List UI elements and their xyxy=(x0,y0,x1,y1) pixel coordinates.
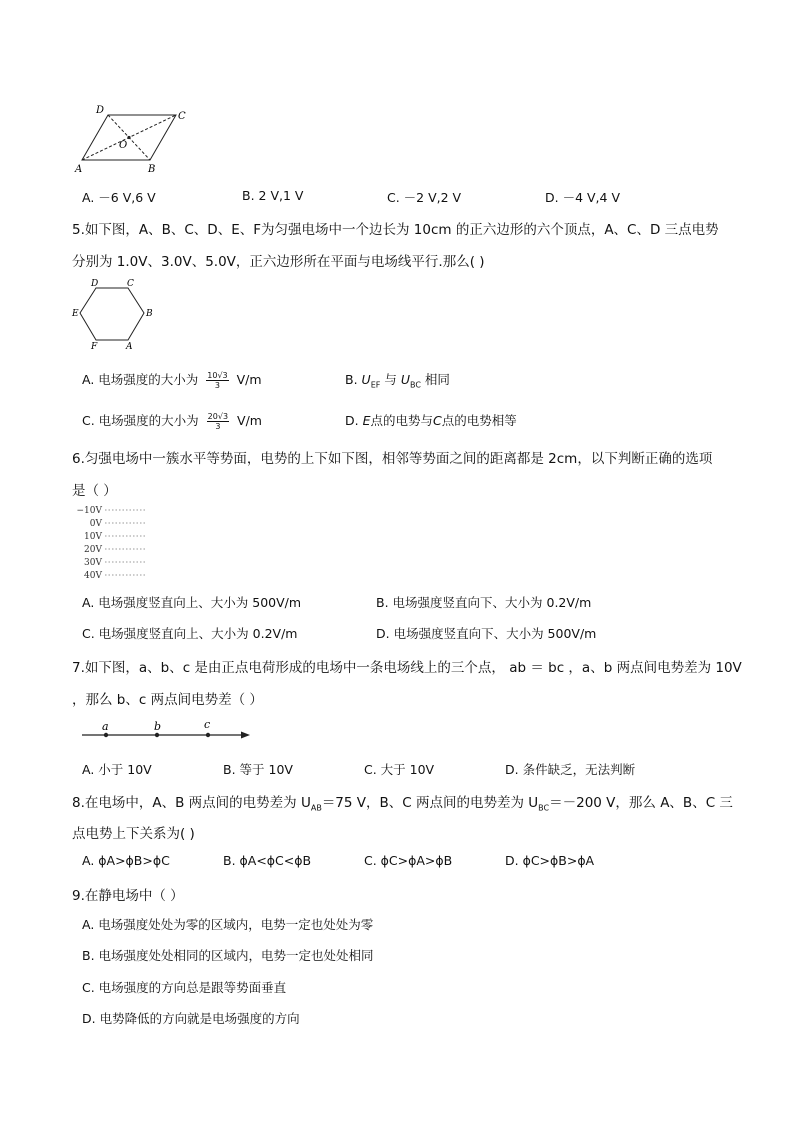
equipotential-figure xyxy=(72,502,152,584)
field-line-figure xyxy=(80,716,255,744)
q6-stem-line2: 是（ ） xyxy=(72,483,117,499)
q6-option-a[interactable]: A. 电场强度竖直向上、大小为 500V/m xyxy=(82,595,302,610)
q5-option-d[interactable]: D. E点的电势与C点的电势相等 xyxy=(345,413,517,428)
q7-stem-line1: 7.如下图，a、b、c 是由正点电荷形成的电场中一条电场线上的三个点， ab ＝ bc ，a、b 两点间电势差为 10V xyxy=(72,660,742,676)
q9-option-c[interactable]: C. 电场强度的方向总是跟等势面垂直 xyxy=(82,980,287,995)
q7-option-c[interactable]: C. 大于 10V xyxy=(364,762,435,777)
vertex-label-e: E xyxy=(72,309,79,319)
vertex-label-f: F xyxy=(91,342,98,350)
vertex-label-o: O xyxy=(119,140,128,151)
q8-option-c[interactable]: C. ϕC>ϕA>ϕB xyxy=(364,853,453,868)
q9-option-a[interactable]: A. 电场强度处处为零的区域内，电势一定也处处为零 xyxy=(82,917,374,932)
level-label: −10V xyxy=(76,506,102,516)
vertex-label-c: C xyxy=(178,111,186,122)
hexagon-figure xyxy=(70,278,160,350)
q7-option-b[interactable]: B. 等于 10V xyxy=(223,762,293,777)
q6-option-c[interactable]: C. 电场强度竖直向上、大小为 0.2V/m xyxy=(82,626,298,641)
q5-option-b[interactable]: B. $U_{EF}$ 与 $U_{BC}$ 相同 xyxy=(345,372,450,390)
q6-stem-line1: 6.匀强电场中一簇水平等势面，电势的上下如下图，相邻等势面之间的距离都是 2cm，以下判断正确的选项 xyxy=(72,451,713,467)
q6-option-b[interactable]: B. 电场强度竖直向下、大小为 0.2V/m xyxy=(376,595,592,610)
point-label-a: a xyxy=(102,720,109,733)
q8-option-a[interactable]: A. ϕA>ϕB>ϕC xyxy=(82,853,170,868)
fraction: $\frac{20√3}{3}$ xyxy=(207,412,229,431)
q4-option-d[interactable]: D. －4 V,4 V xyxy=(545,190,621,205)
q9-stem-line1: 9.在静电场中（ ） xyxy=(72,888,184,904)
parallelogram-figure xyxy=(72,102,187,174)
q8-option-b[interactable]: B. ϕA<ϕC<ϕB xyxy=(223,853,312,868)
q5-stem-line1: 5.如下图，A、B、C、D、E、F为匀强电场中一个边长为 10cm 的正六边形的六个顶点，A、C、D 三点电势 xyxy=(72,222,719,238)
vertex-label-c: C xyxy=(127,279,134,289)
point-label-b: b xyxy=(154,720,162,733)
level-label: 20V xyxy=(84,545,102,555)
q6-option-d[interactable]: D. 电场强度竖直向下、大小为 500V/m xyxy=(376,626,597,641)
vertex-label-b: B xyxy=(146,309,153,319)
vertex-label-b: B xyxy=(148,164,156,174)
q8-option-d[interactable]: D. ϕC>ϕB>ϕA xyxy=(505,853,595,868)
q9-option-b[interactable]: B. 电场强度处处相同的区域内，电势一定也处处相同 xyxy=(82,948,374,963)
fraction: $\frac{10√3}{3}$ xyxy=(207,371,228,390)
q4-option-c[interactable]: C. －2 V,2 V xyxy=(387,190,462,205)
vertex-label-a: A xyxy=(126,342,133,350)
q8-stem-line2: 点电势上下关系为( ) xyxy=(72,826,195,842)
vertex-label-d: D xyxy=(96,105,105,116)
q5-option-c[interactable]: C. 电场强度的大小为 $\frac{20√3}{3}$ V/m xyxy=(82,412,262,431)
level-label: 10V xyxy=(84,532,102,542)
q7-option-d[interactable]: D. 条件缺乏，无法判断 xyxy=(505,762,636,777)
q9-option-d[interactable]: D. 电势降低的方向就是电场强度的方向 xyxy=(82,1011,300,1026)
q5-option-a[interactable]: A. 电场强度的大小为 $\frac{10√3}{3}$ V/m xyxy=(82,371,262,390)
vertex-label-a: A xyxy=(75,164,83,174)
point-label-c: c xyxy=(204,718,211,731)
vertex-label-d: D xyxy=(91,279,99,289)
q8-stem-line1: 8.在电场中，A、B 两点间的电势差为 $U_{AB}=75$ V，B、C 两点间的电势差为 $U_{BC}=-200$ V，那么 A、B、C 三 xyxy=(72,795,733,813)
q5-stem-line2: 分别为 1.0V、3.0V、5.0V，正六边形所在平面与电场线平行.那么( ) xyxy=(72,254,485,270)
q4-option-b[interactable]: B. 2 V,1 V xyxy=(242,188,304,203)
q7-option-a[interactable]: A. 小于 10V xyxy=(82,762,152,777)
q4-option-a[interactable]: A. －6 V,6 V xyxy=(82,190,156,205)
level-label: 30V xyxy=(84,558,102,568)
level-label: 0V xyxy=(89,519,102,529)
q7-stem-line2: ，那么 b、c 两点间电势差（ ） xyxy=(72,692,263,708)
level-label: 40V xyxy=(84,571,102,581)
